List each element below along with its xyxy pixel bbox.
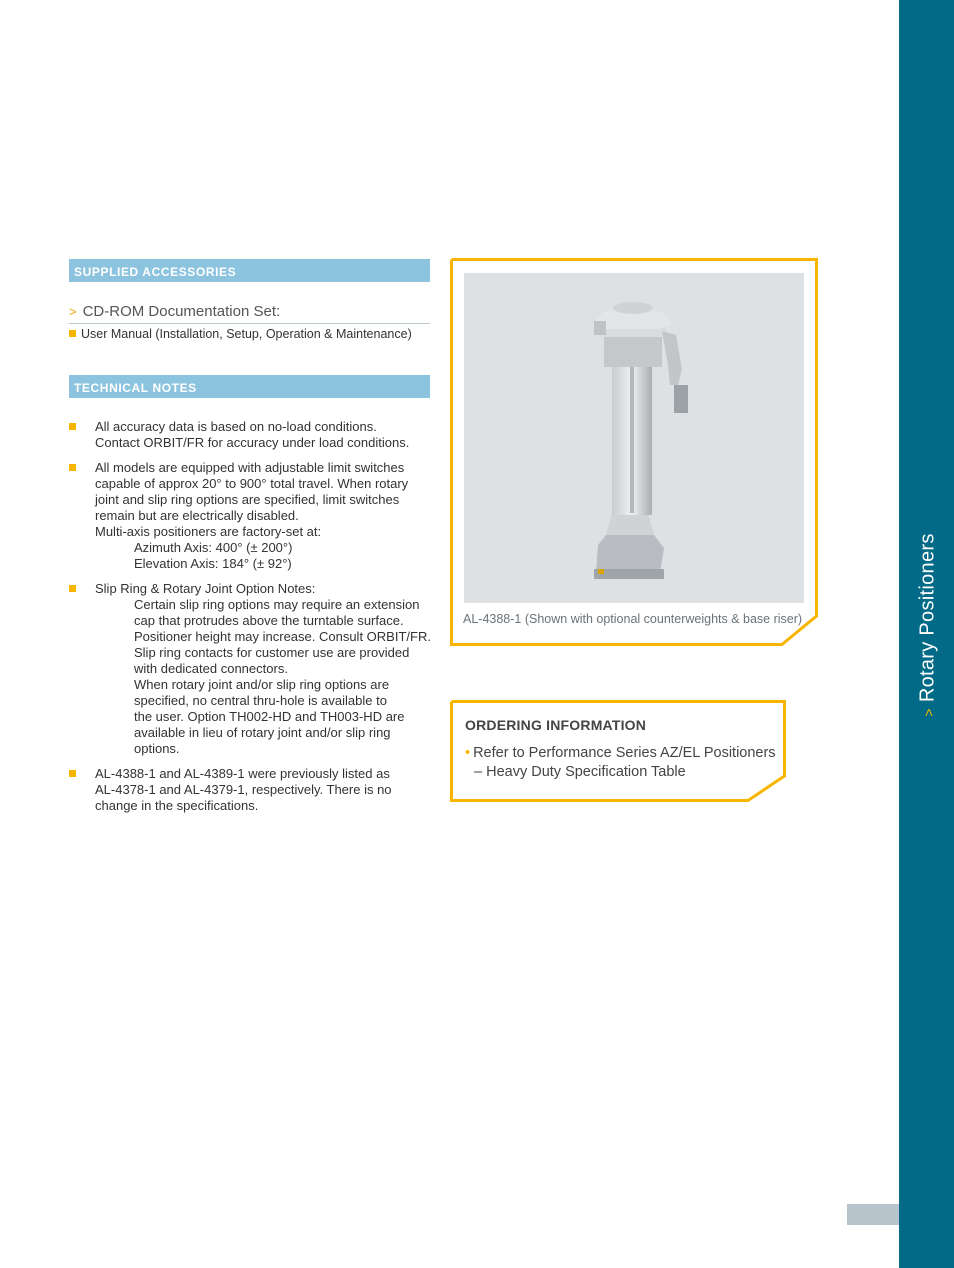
note-line: specified, no central thru-hole is available to — [134, 693, 387, 708]
ordering-title: ORDERING INFORMATION — [465, 717, 647, 733]
note-line: Certain slip ring options may require an extension — [134, 597, 420, 612]
note-line: available in lieu of rotary joint and/or slip ring — [134, 725, 391, 740]
bullet-square-icon — [69, 585, 76, 592]
note-line: All models are equipped with adjustable limit switches — [95, 460, 405, 475]
note-line: Multi-axis positioners are factory-set at: — [95, 524, 322, 539]
section-title-text: Rotary Positioners — [916, 533, 939, 703]
note-line: remain but are electrically disabled. — [95, 508, 299, 523]
note-line: Elevation Axis: 184° (± 92°) — [134, 556, 292, 571]
ordering-line-1: Refer to Performance Series AZ/EL Positioners — [473, 745, 776, 761]
cd-rom-line — [69, 303, 430, 324]
chevron-right-icon: > — [69, 304, 77, 319]
technical-notes-header: TECHNICAL NOTES — [69, 375, 430, 398]
positioner-illustration — [464, 273, 804, 603]
page-number-tab — [847, 1204, 899, 1225]
note-line: change in the specifications. — [95, 798, 259, 813]
ordering-line-2: – Heavy Duty Specification Table — [474, 764, 686, 780]
note-line: joint and slip ring options are specified, limit switches — [95, 492, 400, 507]
note-line: capable of approx 20° to 900° total travel. When rotary — [95, 476, 409, 491]
product-figure — [450, 258, 818, 646]
note-line: Azimuth Axis: 400° (± 200°) — [134, 540, 293, 555]
note-item — [69, 419, 434, 451]
note-line: Slip Ring & Rotary Joint Option Notes: — [95, 581, 316, 596]
bullet-dot-icon: • — [465, 745, 471, 761]
ordering-text — [465, 744, 776, 782]
figure-caption: AL-4388-1 (Shown with optional counterweights & base riser) — [463, 612, 803, 626]
note-line: AL-4378-1 and AL-4379-1, respectively. There is no — [95, 782, 392, 797]
bullet-square-icon — [69, 464, 76, 471]
note-line: Slip ring contacts for customer use are provided — [134, 645, 410, 660]
section-title-vertical — [917, 533, 940, 716]
supplied-accessories-header: SUPPLIED ACCESSORIES — [69, 259, 430, 282]
note-line: with dedicated connectors. — [134, 661, 288, 676]
bullet-square-icon — [69, 770, 76, 777]
technical-notes-list — [69, 419, 434, 823]
bullet-square-icon — [69, 330, 76, 337]
manual-item — [69, 327, 412, 341]
positioner-photo — [464, 273, 804, 603]
cd-rom-text: CD-ROM Documentation Set: — [82, 303, 281, 320]
note-line: Contact ORBIT/FR for accuracy under load conditions. — [95, 435, 410, 450]
note-line: All accuracy data is based on no-load conditions. — [95, 419, 377, 434]
note-line: options. — [134, 741, 180, 756]
note-line: AL-4388-1 and AL-4389-1 were previously listed as — [95, 766, 390, 781]
ordering-information-box — [450, 700, 786, 802]
chevron-right-icon: > — [920, 708, 937, 717]
note-line: the user. Option TH002-HD and TH003-HD are — [134, 709, 405, 724]
note-item — [69, 766, 434, 814]
manual-text: User Manual (Installation, Setup, Operation & Maintenance) — [81, 327, 412, 341]
note-line: When rotary joint and/or slip ring options are — [134, 677, 390, 692]
bullet-square-icon — [69, 423, 76, 430]
note-line: cap that protrudes above the turntable surface. — [134, 613, 404, 628]
note-line: Positioner height may increase. Consult ORBIT/FR. — [134, 629, 431, 644]
note-item — [69, 581, 434, 757]
note-item — [69, 460, 434, 572]
